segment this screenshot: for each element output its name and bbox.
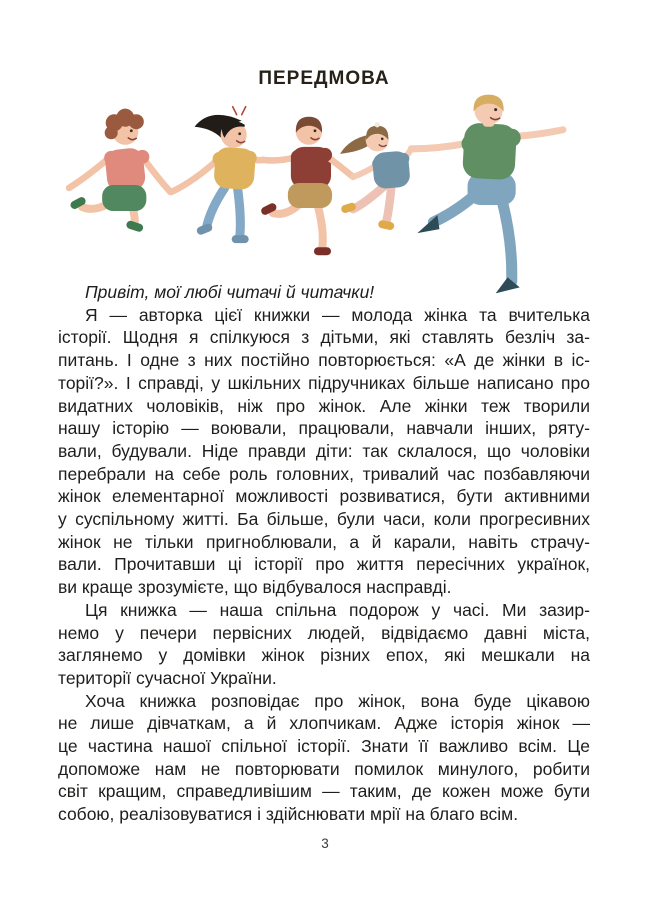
paragraph: [58, 304, 590, 599]
text-line: території сучасної України.: [58, 667, 277, 688]
text-line: світ кращим, справедливішим — таким, де кожен може бути: [58, 781, 590, 802]
text-line: допоможе нам не повторювати помилок минулого, робити: [58, 758, 590, 779]
figure-child-curly-hair: [69, 109, 170, 233]
figure-child-maroon-shirt: [260, 117, 353, 256]
figure-child-black-hair: [171, 107, 262, 244]
paragraph: [58, 690, 590, 826]
text-line: жінок не тільки пригноблювали, а й карали, навіть страчу-: [58, 531, 590, 552]
text-line: Я — авторка цієї книжки — молода жінка та вчителька: [85, 304, 590, 325]
text-line: вали, будували. Ніде правди діти: так склалося, що чоловіки: [58, 440, 590, 461]
paragraph: [58, 599, 590, 690]
text-line: видатних чоловіків, ніж про жінок. Але жінки теж творили: [58, 395, 590, 416]
text-line: ви краще зрозумієте, що відбувалося насправді.: [58, 577, 452, 598]
text-line: це частина нашої спільної історії. Знати її важливо всім. Це: [58, 736, 590, 757]
text-line: у суспільному житті. Ба більше, були часи, коли прогресивних: [58, 509, 590, 530]
page-number: 3: [321, 836, 329, 851]
text-line: питань. І одне з них постійно повторюється: «А де жінки в іс-: [58, 350, 590, 371]
text-line: не лише дівчаткам, а й хлопчикам. Адже історія жінок —: [58, 713, 590, 734]
greeting-line: Привіт, мої любі читачі й читачки!: [85, 282, 375, 302]
page-title: ПЕРЕДМОВА: [258, 68, 390, 89]
text-line: перебрали на себе роль головних, тривалий час позбавляючи: [58, 463, 590, 484]
body-text: [58, 281, 590, 826]
text-line: історії. Щодня я спілкуюся з дітьми, які ставлять безліч за-: [58, 327, 590, 348]
figure-adult: [411, 95, 563, 294]
figure-girl-ponytail: [340, 122, 411, 231]
text-line: торії?». І справді, у шкільних підручниках більше написано про: [58, 372, 590, 393]
text-line: жінок елементарної можливості розвиватися, бути активними: [58, 486, 590, 507]
text-line: нашу історію — воювали, працювали, навчали інших, ряту-: [58, 418, 590, 439]
text-line: вали. Прочитавши ці історії про життя пересічних українок,: [58, 554, 590, 575]
text-line: Ця книжка — наша спільна подорож у часі. Ми зазир-: [85, 599, 590, 620]
children-holding-hands-illustration: [58, 90, 590, 302]
text-line: немо у печери первісних людей, відвідаємо давні міста,: [58, 622, 590, 643]
text-line: заглянемо у домівки жінок різних епох, які мешкали на: [58, 645, 590, 666]
text-line: Хоча книжка розповідає про жінок, вона буде цікавою: [85, 690, 590, 711]
paragraphs: [58, 304, 590, 826]
text-line: собою, реалізовуватися і здійснювати мрії на благо всім.: [58, 804, 519, 825]
